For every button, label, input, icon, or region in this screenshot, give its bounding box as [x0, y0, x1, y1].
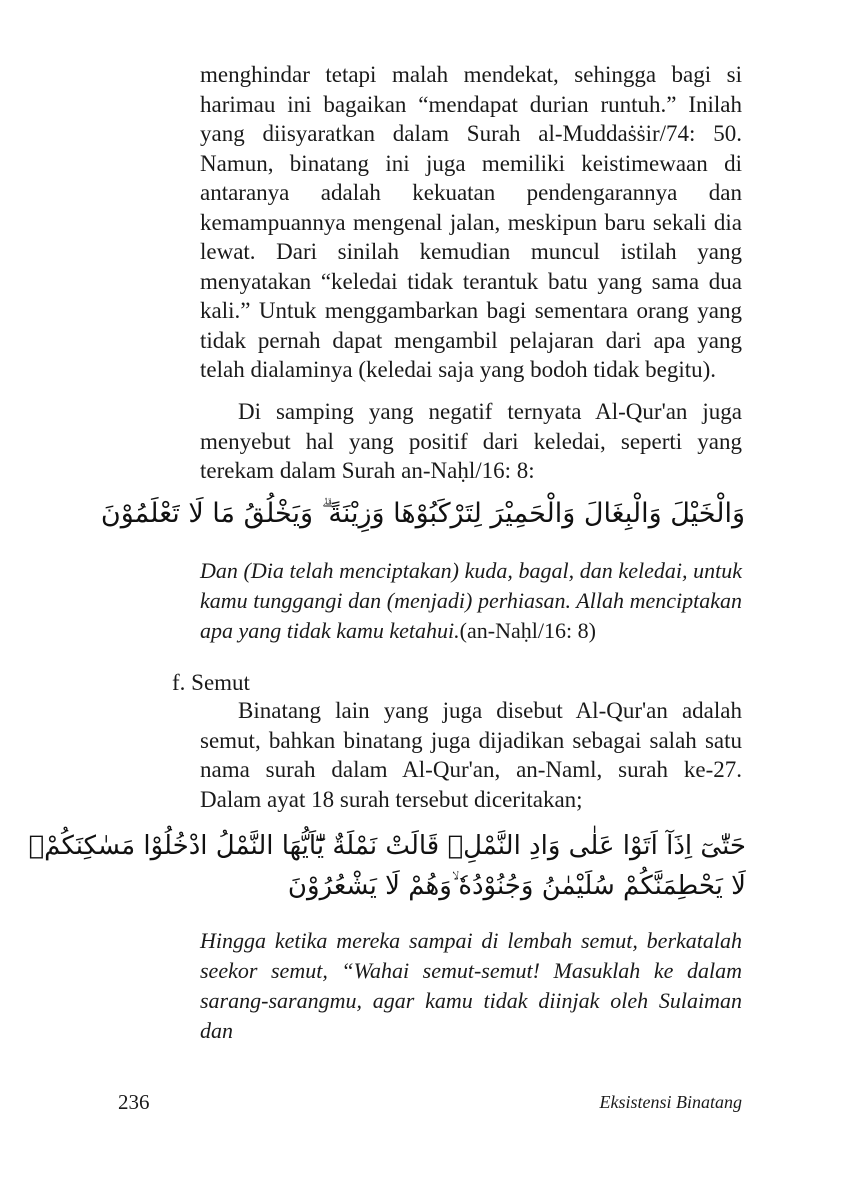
translation-naml-18: Hingga ketika mereka sampai di lembah semut, berkatalah seekor semut, “Wahai semut-semut! Masuklah ke dalam sarang-sarangmu, agar kamu tidak diinjak oleh Sulaiman dan [200, 928, 742, 1043]
page-number: 236 [118, 1090, 150, 1114]
arabic-verse-nahl-8: وَالْخَيْلَ وَالْبِغَالَ وَالْحَمِيْرَ لِتَرْكَبُوْهَا وَزِيْنَةً ۗ وَيَخْلُقُ مَا لَا تَعْلَمُوْنَ [100, 498, 745, 529]
translation-nahl-8 [200, 556, 742, 646]
arabic-verse-naml-18 [28, 826, 746, 906]
body-paragraph-3: Binatang lain yang juga disebut Al-Qur'an adalah semut, bahkan binatang juga dijadikan sebagai salah satu nama surah dalam Al-Qur'an, an-Naml, surah ke-27. Dalam ayat 18 surah tersebut diceritakan; [200, 698, 742, 812]
arabic-verse-naml-18-line-1: حَتّٰىٓ اِذَآ اَتَوْا عَلٰى وَادِ النَّمْلِۙ قَالَتْ نَمْلَةٌ يّٰٓاَيُّهَا النَّمْلُ ادْخُلُوْا مَسٰكِنَكُمْۚ [28, 831, 746, 861]
translation-nahl-8-text: Dan (Dia telah menciptakan) kuda, bagal, dan keledai, untuk kamu tunggangi dan (menjadi) perhiasan. Allah menciptakan apa yang tidak kamu ketahui. [200, 558, 742, 643]
running-title: Eksistensi Binatang [599, 1092, 742, 1112]
translation-nahl-8-reference: (an-Naḥl/16: 8) [459, 618, 596, 643]
arabic-verse-naml-18-line-2: لَا يَحْطِمَنَّكُمْ سُلَيْمٰنُ وَجُنُوْدُهٗ ۙوَهُمْ لَا يَشْعُرُوْنَ [287, 871, 746, 901]
body-paragraph-2: Di samping yang negatif ternyata Al-Qur'an juga menyebut hal yang positif dari keledai, seperti yang terekam dalam Surah an-Naḥl/16: 8: [200, 399, 742, 483]
body-paragraph-1: menghindar tetapi malah mendekat, sehingga bagi si harimau ini bagaikan “mendapat durian runtuh.” Inilah yang diisyaratkan dalam Surah al-Muddaṡṡir/74: 50. Namun, binatang ini juga memiliki keistimewaan di antaranya adalah kekuatan pendengarannya dan kemampuannya mengenal jalan, meskipun baru sekali dia lewat. Dari sinilah kemudian muncul istilah yang menyatakan “keledai tidak terantuk batu yang sama dua kali.” Untuk menggambarkan bagi sementara orang yang tidak pernah dapat mengambil pelajaran dari apa yang telah dialaminya (keledai saja yang bodoh tidak begitu). [200, 62, 742, 382]
section-heading-semut: f. Semut [172, 670, 250, 695]
